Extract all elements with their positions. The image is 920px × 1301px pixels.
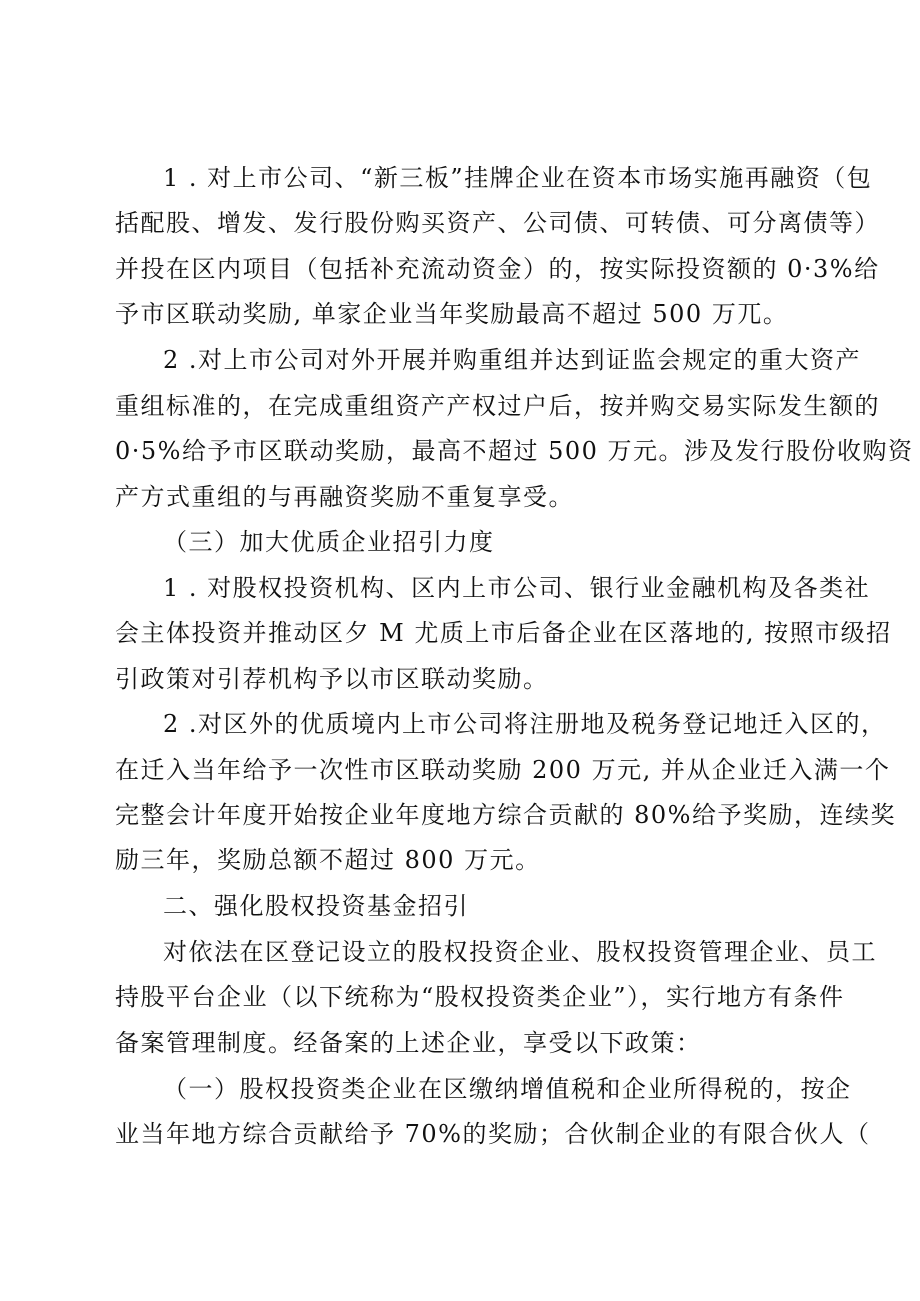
text-line: 持股平台企业（以下统称为“股权投资类企业”），实行地方有条件	[115, 983, 845, 1011]
text-line: 重组标准的，在完成重组资产产权过户后，按并购交易实际发生额的	[115, 392, 880, 420]
text-line: 对依法在区登记设立的股权投资企业、股权投资管理企业、员工	[163, 938, 877, 966]
text-line: 在迁入当年给予一次性市区联动奖励 200 万元, 并从企业迁入满一个	[115, 756, 891, 784]
text-line: 产方式重组的与再融资奖励不重复享受。	[115, 483, 574, 511]
text-line: 2 .对区外的优质境内上市公司将注册地及税务登记地迁入区的，	[163, 710, 887, 738]
section-heading: 二、强化股权投资基金招引	[163, 892, 469, 920]
text-line: 1 . 对股权投资机构、区内上市公司、银行业金融机构及各类社	[163, 574, 871, 602]
text-line: 括配股、增发、发行股份购买资产、公司债、可转债、可分离债等）	[115, 209, 880, 237]
text-line: 引政策对引荐机构予以市区联动奖励。	[115, 665, 549, 693]
text-line: 1 . 对上市公司、“新三板”挂牌企业在资本市场实施再融资（包	[163, 164, 873, 192]
text-line: 备案管理制度。经备案的上述企业，享受以下政策：	[115, 1029, 702, 1057]
text-line: 并投在区内项目（包括补充流动资金）的，按实际投资额的 0·3%给	[115, 255, 880, 283]
text-line: 2 .对上市公司对外开展并购重组并达到证监会规定的重大资产	[163, 346, 862, 374]
text-line: 会主体投资并推动区夕 M 尤质上市后备企业在区落地的, 按照市级招	[115, 619, 892, 647]
text-line: 励三年，奖励总额不超过 800 万元。	[115, 846, 541, 874]
section-heading: （三）加大优质企业招引力度	[163, 528, 495, 556]
text-line: 0·5%给予市区联动奖励，最高不超过 500 万元。涉及发行股份收购资	[115, 437, 914, 465]
text-line: 业当年地方综合贡献给予 70%的奖励；合伙制企业的有限合伙人（	[115, 1120, 871, 1148]
text-line: （一）股权投资类企业在区缴纳增值税和企业所得税的，按企	[163, 1075, 852, 1103]
text-line: 完整会计年度开始按企业年度地方综合贡献的 80%给予奖励，连续奖	[115, 801, 896, 829]
text-line: 予市区联动奖励, 单家企业当年奖励最高不超过 500 万兀。	[115, 300, 789, 328]
